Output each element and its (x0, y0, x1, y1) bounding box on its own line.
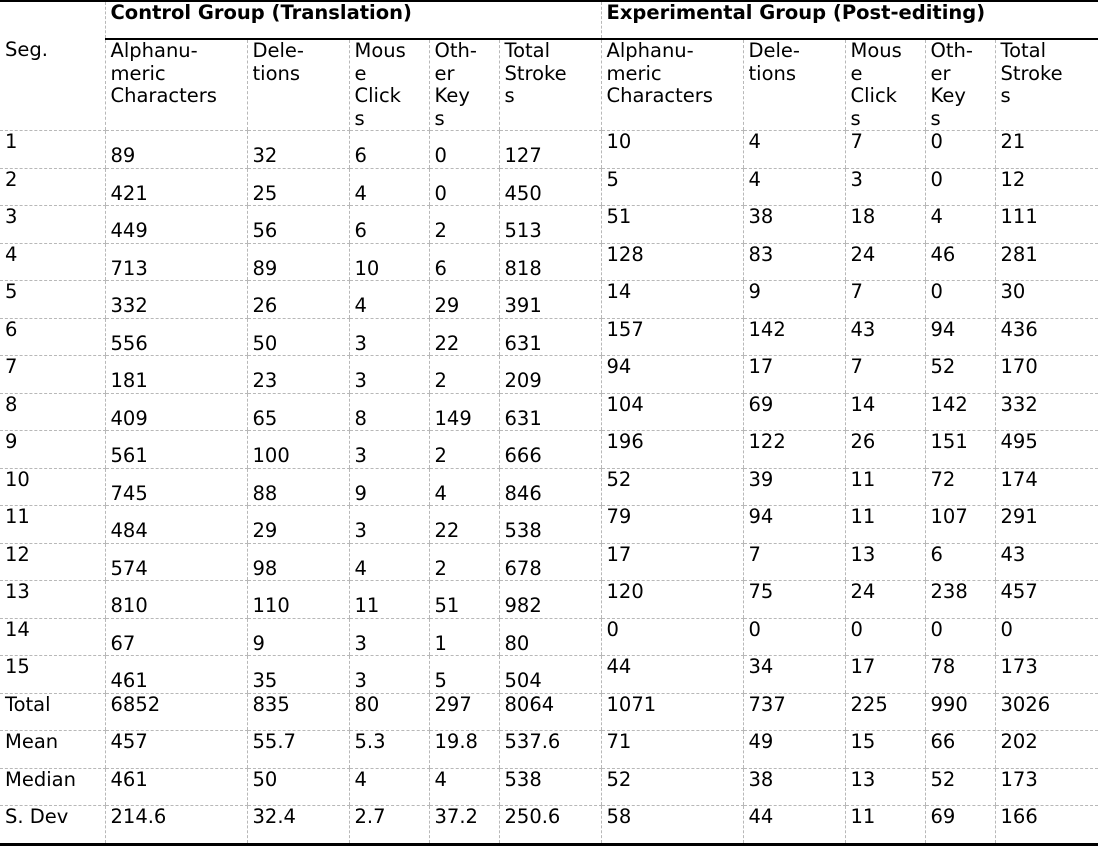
row-label: 4 (0, 243, 105, 281)
experimental-value-cell: 39 (743, 468, 845, 506)
table-row (0, 281, 1098, 319)
column-header-line: er (931, 63, 995, 86)
experimental-value-cell: 4 (743, 168, 845, 206)
row-label: 10 (0, 468, 105, 506)
experimental-value-cell: 52 (601, 468, 743, 506)
column-header-line: Dele- (749, 40, 845, 63)
control-value-cell: 484 (105, 506, 247, 544)
table-row (0, 506, 1098, 544)
table-row (0, 431, 1098, 469)
control-value-cell: 6852 (105, 693, 247, 731)
column-header-line: s (355, 108, 429, 131)
experimental-value-cell: 14 (845, 393, 925, 431)
experimental-value-cell: 120 (601, 581, 743, 619)
control-value-cell: 29 (429, 281, 499, 319)
table-row (0, 656, 1098, 694)
control-value-cell: 678 (499, 543, 601, 581)
control-value-cell: 26 (247, 281, 349, 319)
column-header-line: Stroke (505, 63, 601, 86)
experimental-value-cell: 5 (601, 168, 743, 206)
table-row (0, 618, 1098, 656)
experimental-value-cell: 1071 (601, 693, 743, 731)
experimental-column-header (925, 39, 995, 131)
control-value-cell: 110 (247, 581, 349, 619)
experimental-value-cell: 0 (601, 618, 743, 656)
row-label: 11 (0, 506, 105, 544)
experimental-value-cell: 122 (743, 431, 845, 469)
column-header-line: Oth- (435, 40, 499, 63)
control-value-cell: 19.8 (429, 731, 499, 769)
experimental-value-cell: 495 (995, 431, 1098, 469)
row-label: Mean (0, 731, 105, 769)
experimental-value-cell: 332 (995, 393, 1098, 431)
row-label: 3 (0, 206, 105, 244)
row-label: 12 (0, 543, 105, 581)
experimental-value-cell: 0 (925, 618, 995, 656)
experimental-value-cell: 11 (845, 806, 925, 845)
column-header-line: er (435, 63, 499, 86)
control-value-cell: 538 (499, 768, 601, 806)
table-row (0, 768, 1098, 806)
column-header-line: Alphanu- (607, 40, 743, 63)
control-value-cell: 461 (105, 768, 247, 806)
experimental-value-cell: 44 (601, 656, 743, 694)
control-value-cell: 391 (499, 281, 601, 319)
control-value-cell: 4 (349, 543, 429, 581)
column-header-line: Dele- (253, 40, 349, 63)
row-label: S. Dev (0, 806, 105, 845)
control-value-cell: 89 (247, 243, 349, 281)
control-value-cell: 409 (105, 393, 247, 431)
table-row (0, 206, 1098, 244)
control-column-header (247, 39, 349, 131)
experimental-value-cell: 17 (743, 356, 845, 394)
column-header-line: Total (1001, 40, 1098, 63)
control-value-cell: 98 (247, 543, 349, 581)
control-value-cell: 2 (429, 431, 499, 469)
control-value-cell: 127 (499, 131, 601, 169)
control-value-cell: 56 (247, 206, 349, 244)
table-row (0, 393, 1098, 431)
experimental-value-cell: 72 (925, 468, 995, 506)
table-row (0, 581, 1098, 619)
control-value-cell: 100 (247, 431, 349, 469)
control-value-cell: 574 (105, 543, 247, 581)
control-value-cell: 4 (429, 468, 499, 506)
experimental-value-cell: 94 (743, 506, 845, 544)
experimental-column-header (995, 39, 1098, 131)
control-value-cell: 8064 (499, 693, 601, 731)
control-value-cell: 55.7 (247, 731, 349, 769)
column-header-line: Mous (851, 40, 925, 63)
experimental-value-cell: 26 (845, 431, 925, 469)
control-value-cell: 982 (499, 581, 601, 619)
experimental-column-header (743, 39, 845, 131)
experimental-column-header (601, 39, 743, 131)
row-label: 13 (0, 581, 105, 619)
experimental-value-cell: 38 (743, 768, 845, 806)
control-value-cell: 537.6 (499, 731, 601, 769)
control-value-cell: 9 (247, 618, 349, 656)
table-row (0, 356, 1098, 394)
control-value-cell: 88 (247, 468, 349, 506)
control-value-cell: 450 (499, 168, 601, 206)
control-value-cell: 51 (429, 581, 499, 619)
control-value-cell: 149 (429, 393, 499, 431)
control-value-cell: 846 (499, 468, 601, 506)
column-header-line: meric (607, 63, 743, 86)
experimental-value-cell: 7 (845, 281, 925, 319)
experimental-value-cell: 166 (995, 806, 1098, 845)
control-value-cell: 89 (105, 131, 247, 169)
control-value-cell: 209 (499, 356, 601, 394)
experimental-value-cell: 737 (743, 693, 845, 731)
control-value-cell: 421 (105, 168, 247, 206)
row-label: 2 (0, 168, 105, 206)
column-header-line: Mous (355, 40, 429, 63)
experimental-value-cell: 173 (995, 768, 1098, 806)
control-value-cell: 810 (105, 581, 247, 619)
experimental-value-cell: 11 (845, 468, 925, 506)
control-value-cell: 2 (429, 356, 499, 394)
control-value-cell: 22 (429, 506, 499, 544)
experimental-value-cell: 238 (925, 581, 995, 619)
experimental-value-cell: 12 (995, 168, 1098, 206)
experimental-value-cell: 7 (845, 356, 925, 394)
experimental-value-cell: 71 (601, 731, 743, 769)
experimental-value-cell: 157 (601, 318, 743, 356)
control-value-cell: 745 (105, 468, 247, 506)
control-value-cell: 6 (429, 243, 499, 281)
experimental-value-cell: 21 (995, 131, 1098, 169)
experimental-value-cell: 11 (845, 506, 925, 544)
table-row (0, 243, 1098, 281)
control-value-cell: 2 (429, 206, 499, 244)
control-value-cell: 3 (349, 431, 429, 469)
control-value-cell: 32.4 (247, 806, 349, 845)
row-label: 15 (0, 656, 105, 694)
experimental-value-cell: 3026 (995, 693, 1098, 731)
experimental-value-cell: 0 (925, 281, 995, 319)
table-row (0, 468, 1098, 506)
experimental-value-cell: 990 (925, 693, 995, 731)
experimental-group-header: Experimental Group (Post-editing) (601, 1, 1098, 39)
experimental-value-cell: 52 (925, 356, 995, 394)
row-label: 8 (0, 393, 105, 431)
control-value-cell: 5.3 (349, 731, 429, 769)
control-value-cell: 50 (247, 768, 349, 806)
column-header-line: Characters (111, 85, 247, 108)
column-header-line: Click (355, 85, 429, 108)
column-header-line: Key (435, 85, 499, 108)
control-column-header (499, 39, 601, 131)
column-header-line: meric (111, 63, 247, 86)
control-value-cell: 214.6 (105, 806, 247, 845)
experimental-value-cell: 174 (995, 468, 1098, 506)
control-value-cell: 4 (349, 768, 429, 806)
experimental-value-cell: 9 (743, 281, 845, 319)
experimental-value-cell: 79 (601, 506, 743, 544)
table-row (0, 131, 1098, 169)
control-value-cell: 332 (105, 281, 247, 319)
control-value-cell: 8 (349, 393, 429, 431)
experimental-value-cell: 3 (845, 168, 925, 206)
experimental-value-cell: 10 (601, 131, 743, 169)
table-row (0, 318, 1098, 356)
experimental-value-cell: 13 (845, 543, 925, 581)
control-value-cell: 835 (247, 693, 349, 731)
control-value-cell: 5 (429, 656, 499, 694)
experimental-value-cell: 78 (925, 656, 995, 694)
table-row (0, 168, 1098, 206)
experimental-value-cell: 173 (995, 656, 1098, 694)
row-label: Median (0, 768, 105, 806)
column-header-line: Click (851, 85, 925, 108)
experimental-value-cell: 38 (743, 206, 845, 244)
table-row (0, 731, 1098, 769)
control-value-cell: 6 (349, 131, 429, 169)
control-value-cell: 3 (349, 506, 429, 544)
column-header-line: e (355, 63, 429, 86)
control-value-cell: 561 (105, 431, 247, 469)
control-value-cell: 4 (429, 768, 499, 806)
control-column-header (429, 39, 499, 131)
control-value-cell: 461 (105, 656, 247, 694)
row-label: 14 (0, 618, 105, 656)
row-label: 6 (0, 318, 105, 356)
control-column-header (105, 39, 247, 131)
experimental-value-cell: 13 (845, 768, 925, 806)
row-label: 5 (0, 281, 105, 319)
row-label: 9 (0, 431, 105, 469)
control-value-cell: 449 (105, 206, 247, 244)
experimental-value-cell: 6 (925, 543, 995, 581)
experimental-value-cell: 151 (925, 431, 995, 469)
experimental-value-cell: 107 (925, 506, 995, 544)
column-header-line: Alphanu- (111, 40, 247, 63)
experimental-value-cell: 69 (925, 806, 995, 845)
control-value-cell: 29 (247, 506, 349, 544)
column-header-line: s (1001, 85, 1098, 108)
experimental-value-cell: 58 (601, 806, 743, 845)
table-body (0, 131, 1098, 845)
column-header-line: s (931, 108, 995, 131)
experimental-value-cell: 225 (845, 693, 925, 731)
experimental-value-cell: 24 (845, 581, 925, 619)
experimental-value-cell: 142 (743, 318, 845, 356)
experimental-value-cell: 128 (601, 243, 743, 281)
experimental-value-cell: 4 (743, 131, 845, 169)
experimental-value-cell: 30 (995, 281, 1098, 319)
seg-header: Seg. (0, 39, 105, 131)
experimental-value-cell: 104 (601, 393, 743, 431)
control-value-cell: 9 (349, 468, 429, 506)
experimental-value-cell: 52 (925, 768, 995, 806)
experimental-value-cell: 17 (845, 656, 925, 694)
control-value-cell: 3 (349, 356, 429, 394)
control-value-cell: 11 (349, 581, 429, 619)
experimental-value-cell: 43 (995, 543, 1098, 581)
experimental-value-cell: 291 (995, 506, 1098, 544)
column-header-row (0, 39, 1098, 131)
experimental-value-cell: 281 (995, 243, 1098, 281)
experimental-value-cell: 43 (845, 318, 925, 356)
experimental-value-cell: 170 (995, 356, 1098, 394)
control-value-cell: 713 (105, 243, 247, 281)
column-header-line: Total (505, 40, 601, 63)
control-value-cell: 2 (429, 543, 499, 581)
experimental-value-cell: 49 (743, 731, 845, 769)
control-value-cell: 50 (247, 318, 349, 356)
control-value-cell: 556 (105, 318, 247, 356)
column-header-line: tions (253, 63, 349, 86)
control-value-cell: 37.2 (429, 806, 499, 845)
control-value-cell: 3 (349, 318, 429, 356)
experimental-value-cell: 51 (601, 206, 743, 244)
control-value-cell: 666 (499, 431, 601, 469)
control-value-cell: 0 (429, 168, 499, 206)
control-value-cell: 1 (429, 618, 499, 656)
experimental-value-cell: 202 (995, 731, 1098, 769)
experimental-value-cell: 15 (845, 731, 925, 769)
column-header-line: Characters (607, 85, 743, 108)
control-value-cell: 504 (499, 656, 601, 694)
control-value-cell: 538 (499, 506, 601, 544)
experimental-value-cell: 83 (743, 243, 845, 281)
control-value-cell: 631 (499, 318, 601, 356)
control-value-cell: 23 (247, 356, 349, 394)
column-header-line: Oth- (931, 40, 995, 63)
experimental-value-cell: 457 (995, 581, 1098, 619)
control-value-cell: 6 (349, 206, 429, 244)
control-value-cell: 181 (105, 356, 247, 394)
experimental-value-cell: 111 (995, 206, 1098, 244)
experimental-value-cell: 436 (995, 318, 1098, 356)
control-value-cell: 22 (429, 318, 499, 356)
control-value-cell: 32 (247, 131, 349, 169)
control-value-cell: 4 (349, 168, 429, 206)
experimental-value-cell: 24 (845, 243, 925, 281)
experimental-value-cell: 4 (925, 206, 995, 244)
experimental-value-cell: 52 (601, 768, 743, 806)
experimental-value-cell: 18 (845, 206, 925, 244)
table-row (0, 693, 1098, 731)
experimental-value-cell: 69 (743, 393, 845, 431)
empty-corner (0, 1, 105, 39)
control-value-cell: 80 (349, 693, 429, 731)
control-value-cell: 818 (499, 243, 601, 281)
experimental-value-cell: 94 (601, 356, 743, 394)
row-label: 1 (0, 131, 105, 169)
control-value-cell: 2.7 (349, 806, 429, 845)
control-value-cell: 457 (105, 731, 247, 769)
experimental-column-header (845, 39, 925, 131)
control-value-cell: 35 (247, 656, 349, 694)
experimental-value-cell: 7 (845, 131, 925, 169)
control-value-cell: 297 (429, 693, 499, 731)
group-header-row (0, 1, 1098, 39)
row-label: Total (0, 693, 105, 731)
row-label: 7 (0, 356, 105, 394)
table-row (0, 806, 1098, 845)
control-value-cell: 3 (349, 618, 429, 656)
control-value-cell: 25 (247, 168, 349, 206)
control-value-cell: 3 (349, 656, 429, 694)
column-header-line: Key (931, 85, 995, 108)
column-header-line: e (851, 63, 925, 86)
control-value-cell: 0 (429, 131, 499, 169)
table-row (0, 543, 1098, 581)
experimental-value-cell: 7 (743, 543, 845, 581)
control-value-cell: 10 (349, 243, 429, 281)
experimental-value-cell: 0 (995, 618, 1098, 656)
experimental-value-cell: 0 (925, 168, 995, 206)
column-header-line: Stroke (1001, 63, 1098, 86)
experimental-value-cell: 34 (743, 656, 845, 694)
experimental-value-cell: 94 (925, 318, 995, 356)
control-group-header: Control Group (Translation) (105, 1, 601, 39)
control-value-cell: 4 (349, 281, 429, 319)
column-header-line: s (435, 108, 499, 131)
control-value-cell: 80 (499, 618, 601, 656)
experimental-value-cell: 75 (743, 581, 845, 619)
experimental-value-cell: 0 (845, 618, 925, 656)
experimental-value-cell: 44 (743, 806, 845, 845)
control-value-cell: 250.6 (499, 806, 601, 845)
control-value-cell: 513 (499, 206, 601, 244)
experimental-value-cell: 0 (743, 618, 845, 656)
control-value-cell: 631 (499, 393, 601, 431)
experimental-value-cell: 17 (601, 543, 743, 581)
control-value-cell: 67 (105, 618, 247, 656)
column-header-line: tions (749, 63, 845, 86)
experimental-value-cell: 142 (925, 393, 995, 431)
column-header-line: s (851, 108, 925, 131)
control-column-header (349, 39, 429, 131)
control-value-cell: 65 (247, 393, 349, 431)
experimental-value-cell: 46 (925, 243, 995, 281)
experimental-value-cell: 66 (925, 731, 995, 769)
experimental-value-cell: 0 (925, 131, 995, 169)
experimental-value-cell: 14 (601, 281, 743, 319)
column-header-line: s (505, 85, 601, 108)
experimental-value-cell: 196 (601, 431, 743, 469)
